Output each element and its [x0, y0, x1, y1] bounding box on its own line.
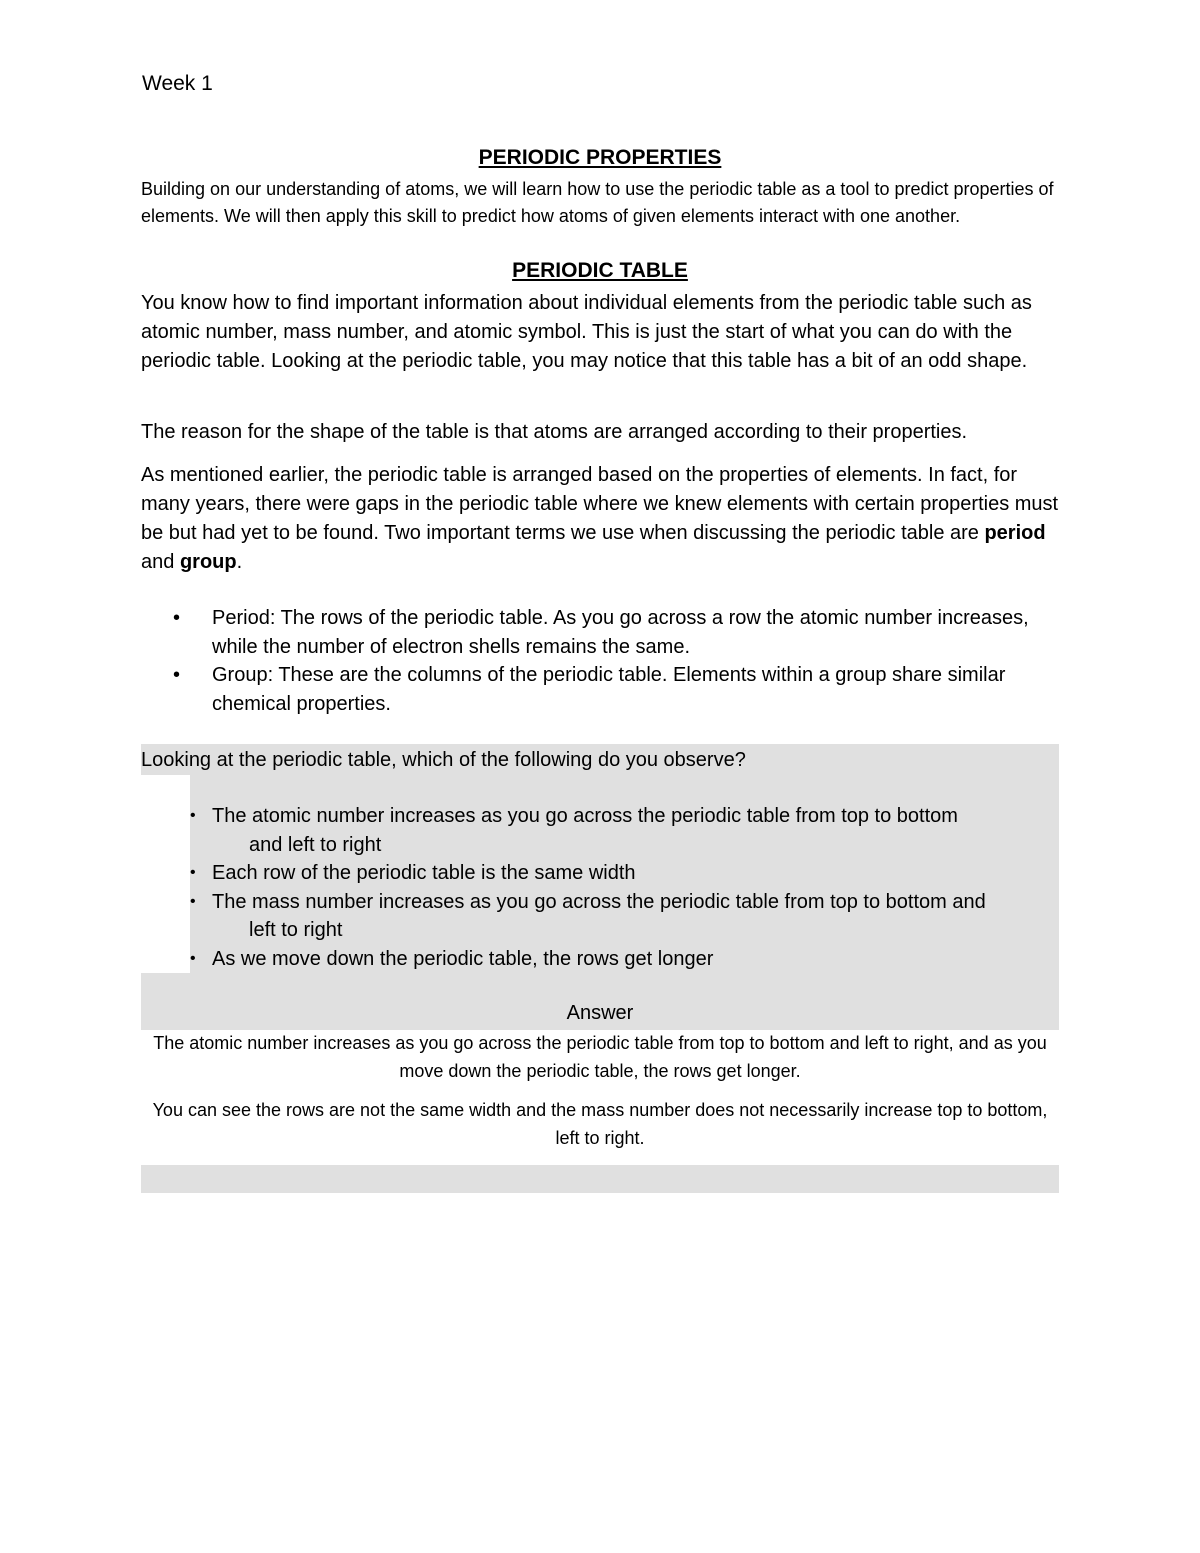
answer-option[interactable]: [190, 945, 1050, 974]
option-text: The atomic number increases as you go across the periodic table from top to bottom: [212, 805, 958, 827]
term-period: period: [984, 522, 1046, 544]
bullet-icon: •: [190, 892, 196, 910]
list-item-text: Group: These are the columns of the periodic table. Elements within a group share similar chemical properties.: [212, 664, 1006, 715]
bullet-icon: •: [173, 607, 181, 629]
page-header-week: Week 1: [142, 72, 213, 95]
paragraph-text: and: [141, 551, 180, 573]
section-title-periodic-table: PERIODIC TABLE: [512, 259, 688, 282]
question-prompt: Looking at the periodic table, which of the following do you observe?: [141, 749, 746, 771]
answer-option[interactable]: [190, 859, 1050, 888]
paragraph-table-shape: The reason for the shape of the table is that atoms are arranged according to their properties.: [141, 421, 968, 443]
answer-explanation: The atomic number increases as you go across the periodic table from top to bottom and left to right, and as you move down the periodic table, the rows get longer.: [153, 1033, 1047, 1081]
question-panel-notch: [141, 775, 190, 973]
option-text-continued: and left to right: [249, 833, 382, 856]
option-text: As we move down the periodic table, the rows get longer: [212, 947, 714, 970]
section-title-periodic-properties: PERIODIC PROPERTIES: [478, 146, 722, 169]
option-text: The mass number increases as you go across the periodic table from top to bottom and: [212, 890, 986, 913]
intro-paragraph: Building on our understanding of atoms, we will learn how to use the periodic table as a tool to predict properties of elements. We will then apply this skill to predict how atoms of given elements interact with one another.: [141, 179, 1054, 226]
definition-list: [141, 604, 1059, 718]
bullet-icon: •: [190, 807, 196, 824]
paragraph-period-and-group: [141, 461, 1059, 577]
answer-explanation-detail: You can see the rows are not the same width and the mass number does not necessarily increase top to bottom, left to right.: [152, 1100, 1048, 1148]
paragraph-periodic-table-intro: You know how to find important information about individual elements from the periodic table such as atomic number, mass number, and atomic symbol. This is just the start of what you can do with the periodic table. Looking at the periodic table, you may notice that this table has a bit of an odd shape.: [141, 292, 1032, 372]
list-item-text: Period: The rows of the periodic table. As you go across a row the atomic number increases, while the number of electron shells remains the same.: [212, 607, 1029, 658]
bullet-icon: •: [173, 664, 181, 686]
paragraph-text: .: [236, 551, 243, 573]
term-group: group: [179, 551, 237, 573]
answer-options-list: [190, 802, 1050, 973]
paragraph-text: As mentioned earlier, the periodic table is arranged based on the properties of elements. In fact, for many years, there were gaps in the periodic table where we knew elements with certain properties must be but had yet to be found. Two important terms we use when discussing the periodic table are: [141, 464, 1059, 544]
answer-option[interactable]: [190, 888, 1050, 945]
bullet-icon: •: [190, 864, 196, 881]
list-item-group: [141, 661, 1059, 718]
option-text-continued: left to right: [249, 919, 343, 941]
list-item-period: [141, 604, 1059, 661]
option-text: Each row of the periodic table is the same width: [212, 862, 636, 884]
bullet-icon: •: [190, 949, 196, 967]
answer-footer-bar: [141, 1165, 1059, 1193]
answer-heading: Answer: [566, 1002, 634, 1024]
answer-option[interactable]: [190, 802, 1050, 859]
